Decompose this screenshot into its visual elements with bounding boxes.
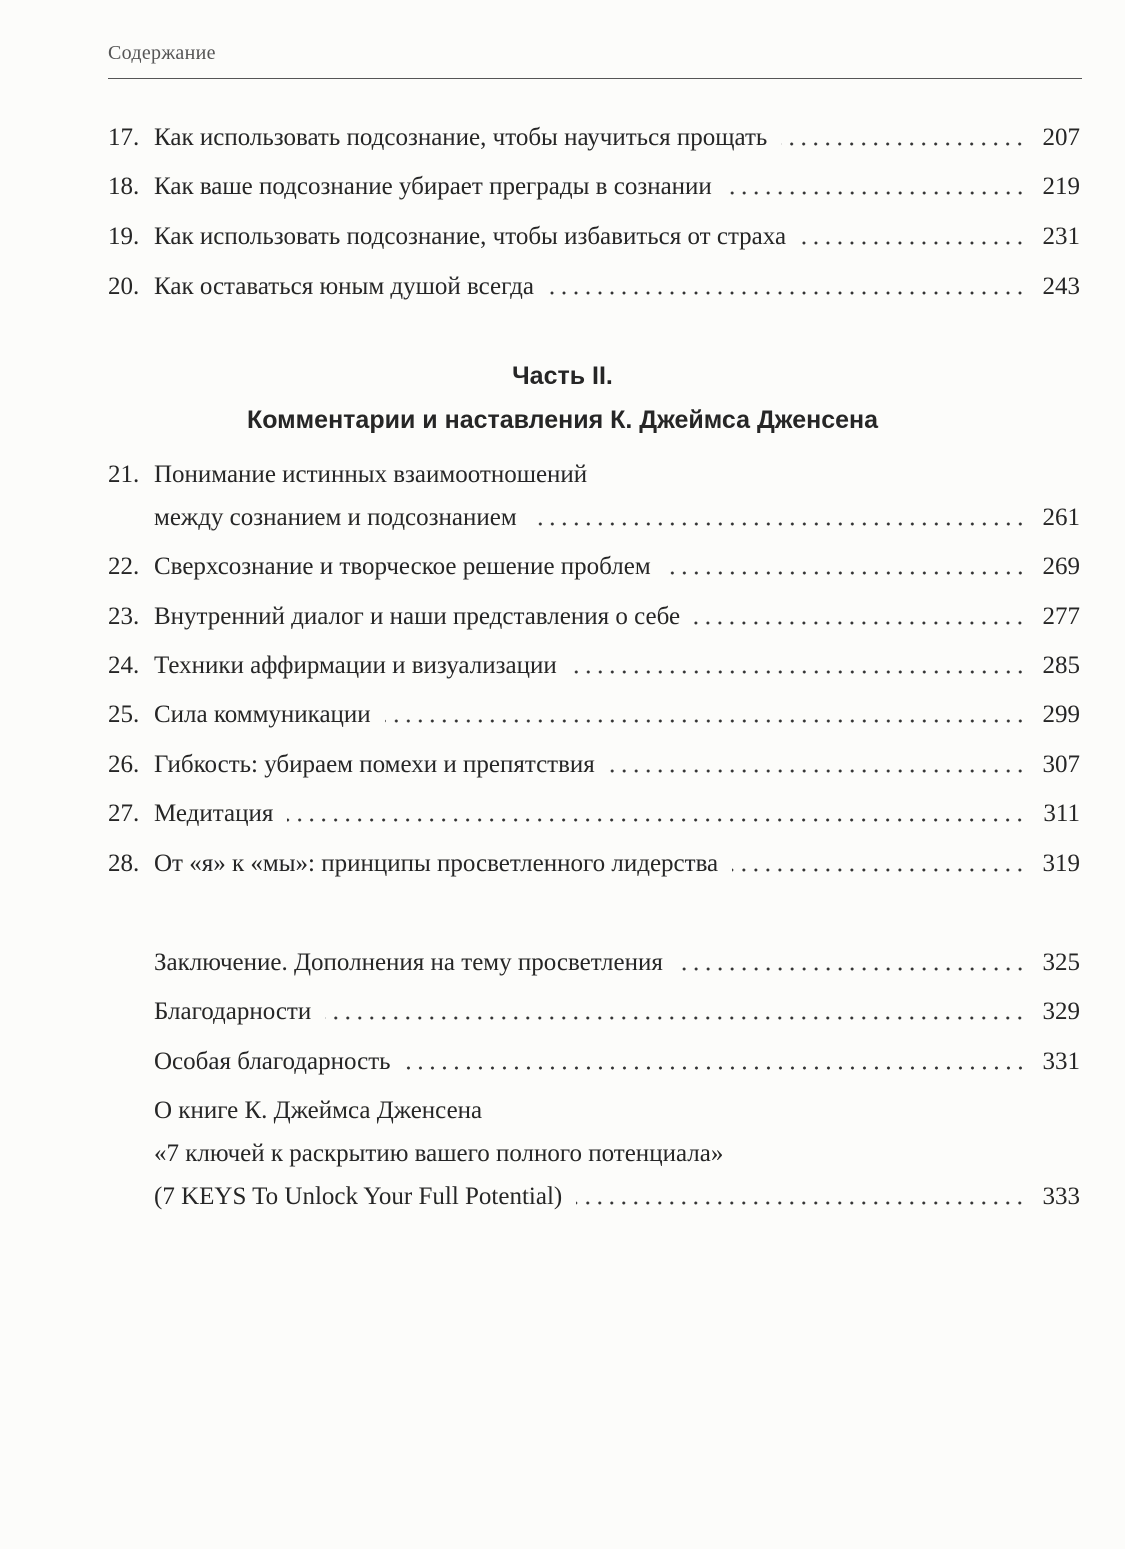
toc-entry-page: 243 (1042, 273, 1080, 300)
toc-entry-title: Как использовать подсознание, чтобы научиться прощать (154, 124, 768, 151)
toc-entry-number: 26. (108, 751, 140, 778)
dot-leader (531, 521, 1026, 527)
toc-entry-title: От «я» к «мы»: принципы просветленного лидерства (154, 850, 719, 877)
dot-leader (781, 141, 1026, 147)
dot-leader (571, 669, 1026, 675)
toc-entry-27[interactable] (108, 797, 1080, 831)
dot-leader (609, 768, 1026, 774)
toc-entry-26[interactable] (108, 748, 1080, 782)
toc-entry-19[interactable] (108, 220, 1080, 254)
dot-leader (548, 290, 1026, 296)
toc-entry-22[interactable] (108, 550, 1080, 584)
toc-entry-page: 307 (1042, 751, 1080, 778)
part-title: Комментарии и наставления К. Джеймса Дженсена (246, 406, 879, 434)
toc-entry-page: 219 (1042, 173, 1080, 200)
toc-entry-number: 21. (108, 461, 140, 488)
toc-entry-page: 207 (1042, 124, 1080, 151)
toc-entry-title-line1: О книге К. Джеймса Дженсена (154, 1097, 483, 1124)
dot-leader (325, 1015, 1026, 1021)
toc-entry-number: 18. (108, 173, 140, 200)
toc-entry-18[interactable] (108, 170, 1080, 204)
toc-entry-number: 27. (108, 800, 140, 827)
toc-entry-title: Сила коммуникации (154, 701, 371, 728)
toc-entry-page: 285 (1042, 652, 1080, 679)
part-label: Часть II. (512, 362, 613, 390)
toc-entry-page: 331 (1042, 1048, 1080, 1075)
toc-entry-page: 231 (1042, 223, 1080, 250)
toc-entry-page: 269 (1042, 553, 1080, 580)
dot-leader (405, 1065, 1026, 1071)
toc-entry-about-book[interactable] (108, 1094, 1080, 1128)
toc-entry-number: 17. (108, 124, 140, 151)
running-header: Содержание (108, 42, 216, 64)
toc-entry-28[interactable] (108, 847, 1080, 881)
toc-entry-title-line2: «7 ключей к раскрытию вашего полного потенциала» (154, 1140, 724, 1167)
toc-entry-acknowledgements[interactable] (108, 995, 1080, 1029)
toc-entry-page: 333 (1042, 1183, 1080, 1210)
toc-entry-title: Техники аффирмации и визуализации (154, 652, 557, 679)
dot-leader (732, 867, 1026, 873)
toc-entry-special-thanks[interactable] (108, 1045, 1080, 1079)
toc-entry-title-line1: Понимание истинных взаимоотношений (154, 461, 588, 488)
toc-entry-21[interactable] (108, 458, 1080, 492)
toc-entry-title: Как ваше подсознание убирает преграды в сознании (154, 173, 712, 200)
toc-entry-page: 319 (1042, 850, 1080, 877)
toc-entry-title: Внутренний диалог и наши представления о себе (154, 603, 681, 630)
toc-entry-number: 19. (108, 223, 140, 250)
toc-entry-23[interactable] (108, 600, 1080, 634)
toc-entry-number: 23. (108, 603, 140, 630)
toc-entry-17[interactable] (108, 121, 1080, 155)
toc-entry-number: 25. (108, 701, 140, 728)
toc-entry-about-book-line3[interactable] (108, 1180, 1080, 1214)
toc-entry-title: Особая благодарность (154, 1048, 391, 1075)
dot-leader (287, 817, 1026, 823)
toc-entry-number: 20. (108, 273, 140, 300)
toc-entry-title-line2: между сознанием и подсознанием (154, 504, 517, 531)
toc-entry-page: 277 (1042, 603, 1080, 630)
dot-leader (665, 570, 1026, 576)
toc-entry-conclusion[interactable] (108, 946, 1080, 980)
dot-leader (726, 190, 1026, 196)
toc-entry-number: 28. (108, 850, 140, 877)
toc-entry-title: Заключение. Дополнения на тему просветления (154, 949, 663, 976)
dot-leader (800, 240, 1026, 246)
toc-entry-title: Как использовать подсознание, чтобы избавиться от страха (154, 223, 787, 250)
toc-entry-about-book-line2[interactable] (108, 1137, 1080, 1171)
toc-entry-page: 261 (1042, 504, 1080, 531)
toc-entry-21-continued[interactable] (108, 501, 1080, 535)
dot-leader (677, 966, 1026, 972)
toc-entry-title: Сверхсознание и творческое решение проблем (154, 553, 651, 580)
toc-entry-title: Медитация (154, 800, 274, 827)
toc-entry-page: 325 (1042, 949, 1080, 976)
toc-entry-title: Как оставаться юным душой всегда (154, 273, 534, 300)
toc-entry-number: 24. (108, 652, 140, 679)
dot-leader (694, 620, 1026, 626)
toc-entry-24[interactable] (108, 649, 1080, 683)
toc-entry-25[interactable] (108, 698, 1080, 732)
toc-entry-page: 329 (1042, 998, 1080, 1025)
toc-entry-title: Благодарности (154, 998, 312, 1025)
toc-entry-page: 299 (1042, 701, 1080, 728)
toc-entry-20[interactable] (108, 270, 1080, 304)
dot-leader (385, 718, 1026, 724)
toc-entry-title-line3: (7 KEYS To Unlock Your Full Potential) (154, 1183, 563, 1210)
dot-leader (576, 1200, 1026, 1206)
toc-entry-title: Гибкость: убираем помехи и препятствия (154, 751, 595, 778)
toc-entry-number: 22. (108, 553, 140, 580)
toc-entry-page: 311 (1043, 800, 1080, 827)
